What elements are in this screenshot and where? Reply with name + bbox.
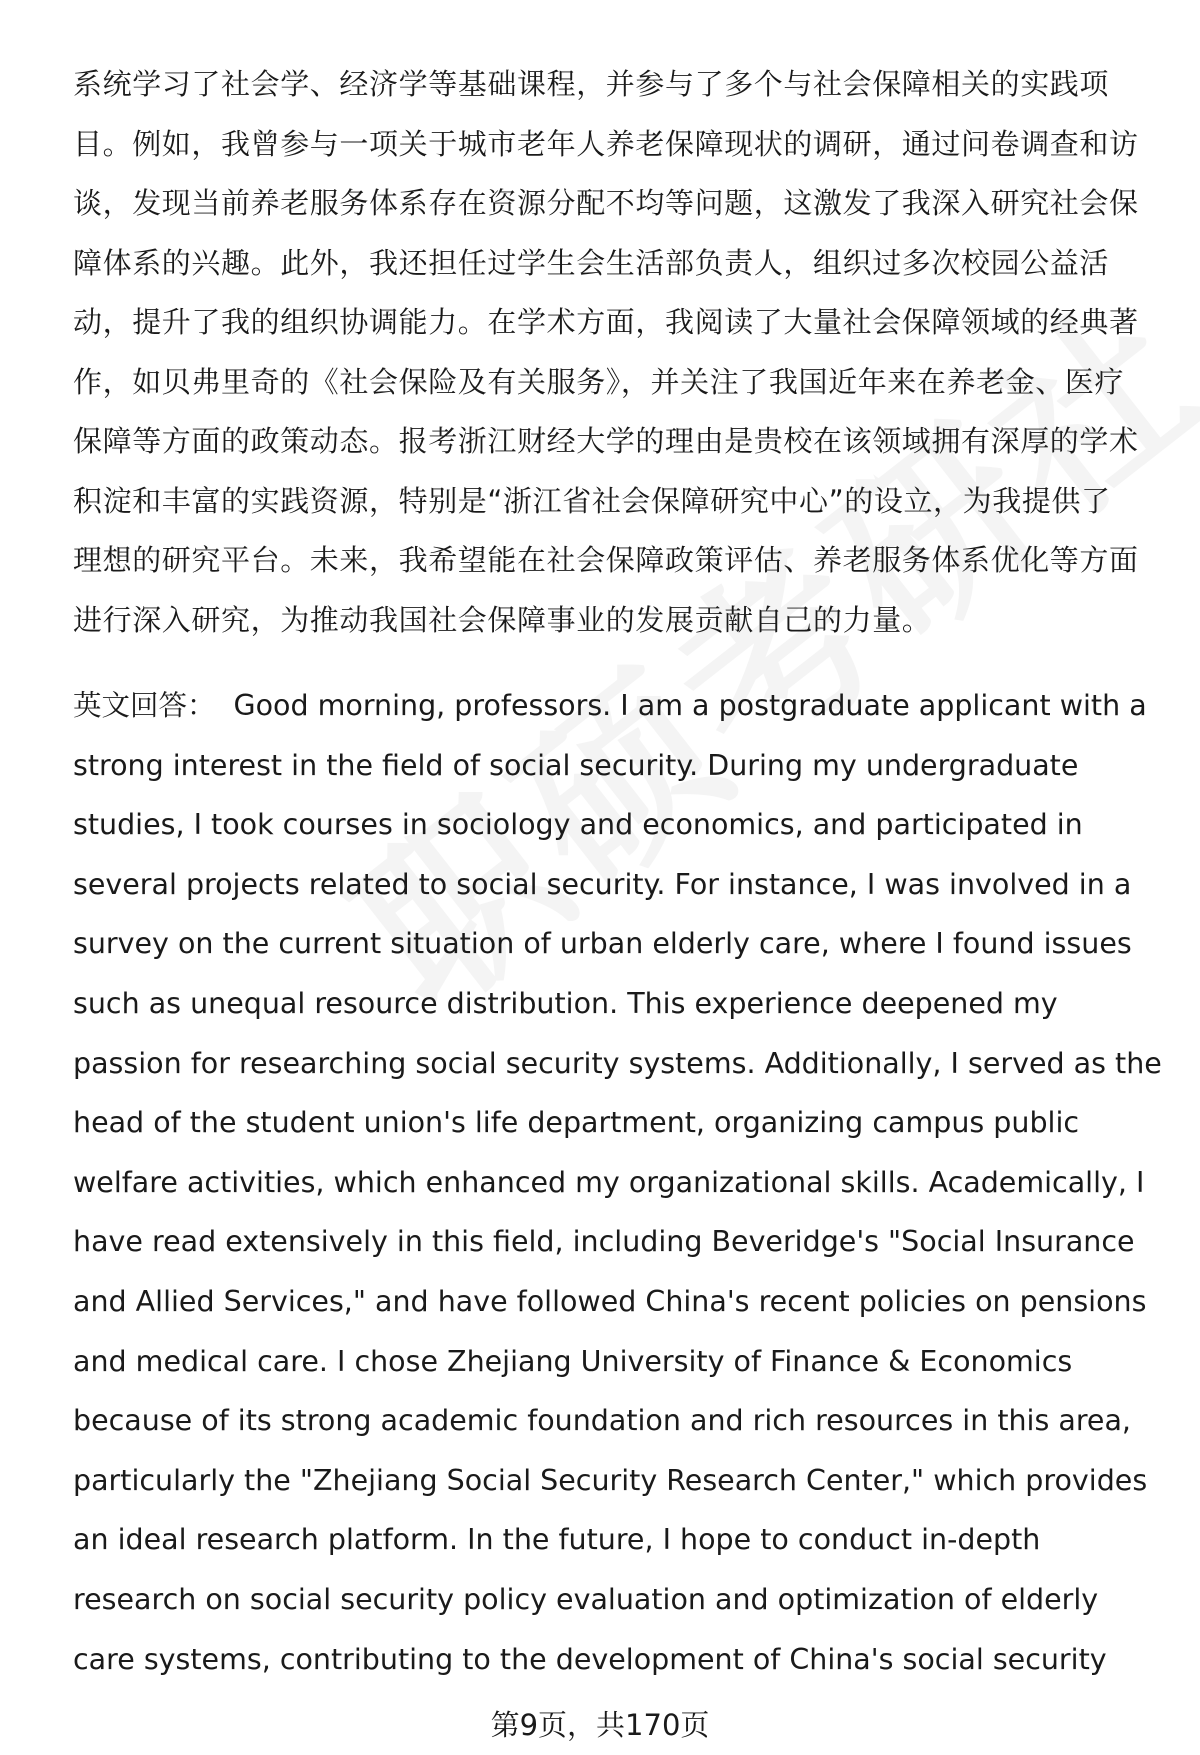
text-line: survey on the current situation of urban elderly care, where I found issues: [73, 927, 1132, 961]
text-line: 动，提升了我的组织协调能力。在学术方面，我阅读了大量社会保障领域的经典著: [73, 305, 1139, 339]
english-answer-label: 英文回答：: [73, 689, 216, 722]
text-line: 目。例如，我曾参与一项关于城市老年人养老保障现状的调研，通过问卷调查和访: [73, 126, 1139, 161]
text-line: because of its strong academic foundation and rich resources in this area,: [73, 1404, 1131, 1438]
text-line: care systems, contributing to the development of China's social security: [73, 1642, 1107, 1676]
text-line: head of the student union's life department, organizing campus public: [73, 1106, 1080, 1140]
text-line: 进行深入研究，为推动我国社会保障事业的发展贡献自己的力量。: [73, 602, 932, 637]
text-line: several projects related to social security. For instance, I was involved in a: [73, 867, 1132, 901]
text-line-content: Good morning, professors. I am a postgraduate applicant with a: [233, 689, 1147, 722]
text-line: such as unequal resource distribution. This experience deepened my: [73, 986, 1058, 1020]
text-line: an ideal research platform. In the future, I hope to conduct in-depth: [73, 1523, 1041, 1557]
text-line: 谈，发现当前养老服务体系存在资源分配不均等问题，这激发了我深入研究社会保: [73, 186, 1139, 220]
text-line: strong interest in the field of social security. During my undergraduate: [73, 748, 1079, 782]
text-line: 作，如贝弗里奇的《社会保险及有关服务》，并关注了我国近年来在养老金、医疗: [73, 364, 1125, 399]
text-line: research on social security policy evaluation and optimization of elderly: [73, 1582, 1099, 1616]
text-line: [73, 676, 1163, 736]
text-line: 障体系的兴趣。此外，我还担任过学生会生活部负责人，组织过多次校园公益活: [73, 245, 1110, 280]
text-line: welfare activities, which enhanced my organizational skills. Academically, I: [73, 1165, 1145, 1199]
text-line: and medical care. I chose Zhejiang University of Finance & Economics: [73, 1344, 1073, 1378]
english-answer: [73, 676, 1163, 1689]
text-line: 系统学习了社会学、经济学等基础课程，并参与了多个与社会保障相关的实践项: [73, 67, 1110, 101]
text-line: have read extensively in this field, including Beveridge's "Social Insurance: [73, 1225, 1135, 1259]
page-number: 第9页，共170页: [490, 1708, 710, 1742]
text-line: and Allied Services," and have followed China's recent policies on pensions: [73, 1284, 1147, 1318]
text-line: 保障等方面的政策动态。报考浙江财经大学的理由是贵校在该领域拥有深厚的学术: [73, 424, 1139, 458]
text-line: passion for researching social security systems. Additionally, I served as the: [73, 1046, 1162, 1080]
text-line: studies, I took courses in sociology and economics, and participated in: [73, 808, 1083, 842]
text-line: 积淀和丰富的实践资源，特别是“浙江省社会保障研究中心”的设立，为我提供了: [73, 483, 1111, 518]
text-line: particularly the "Zhejiang Social Security Research Center," which provides: [73, 1463, 1148, 1497]
chinese-paragraph: [73, 55, 1153, 650]
text-line: 理想的研究平台。未来，我希望能在社会保障政策评估、养老服务体系优化等方面: [73, 543, 1139, 577]
